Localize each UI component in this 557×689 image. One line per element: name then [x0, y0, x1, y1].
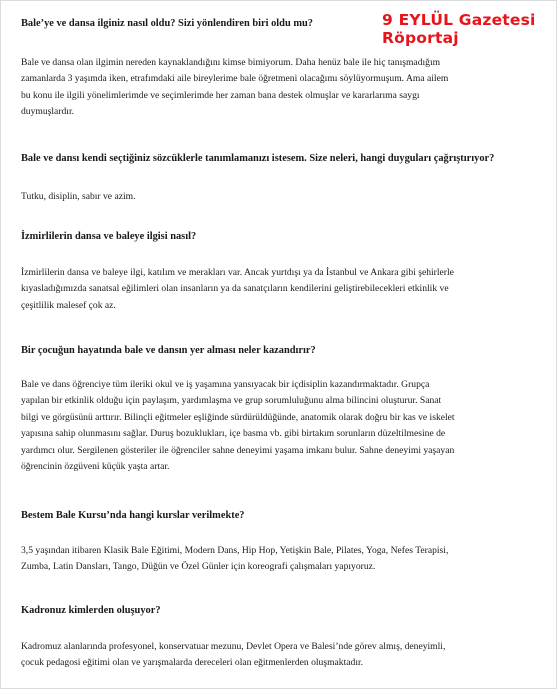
answer-line: 3,5 yaşından itibaren Klasik Bale Eğitimi, Modern Dans, Hip Hop, Yetişkin Bale, Pilates, Yoga, Nefes Terapisi, — [21, 545, 449, 556]
answer-line: Bale ve dans öğrenciye tüm ileriki okul ve iş yaşamına yansıyacak bir içdisiplin kazandırmaktadır. Grupça — [21, 379, 430, 390]
answer-paragraph — [21, 377, 541, 475]
answer-line: çocuk pedagosi eğitimi olan ve yarışmalarda dereceleri olan eğitmenlerden oluşmaktadır. — [21, 657, 364, 669]
newspaper-stamp — [382, 11, 552, 47]
answer-line: bilgi ve görgüsünü arttırır. Bilinçli eğitmeler eşliğinde sürdürüldüğünde, anatomik olarak doğru bir kas ve iskelet — [21, 411, 455, 423]
answer-line: Bale ve dansa olan ilgimin nereden kaynaklandığını kimse bimiyorum. Daha henüz bale ile hiç tanışmadığım — [21, 57, 441, 68]
question-heading: Bestem Bale Kursu’nda hangi kurslar verilmekte? — [21, 510, 245, 521]
answer-paragraph — [21, 55, 541, 121]
answer-line: Tutku, disiplin, sabır ve azim. — [21, 191, 136, 202]
answer-line: kıyasladığımızda sanatsal eğilimleri olan insanların ya da sanatçıların kendilerini geliştirebilecekleri etkinlik ve — [21, 283, 449, 295]
answer-paragraph — [21, 189, 541, 205]
answer-line: bu konu ile ilgili yönelimlerimde ve seçimlerimde her zaman bana destek olmuşlar ve kararlarıma saygı — [21, 89, 420, 101]
question-heading: Bale’ye ve dansa ilginiz nasıl oldu? Sizi yönlendiren biri oldu mu? — [21, 18, 313, 29]
answer-line: Zumba, Latin Dansları, Tango, Düğün ve Özel Günler için koreografi çalışmaları yapıyoruz. — [21, 561, 376, 573]
question-heading: İzmirlilerin dansa ve baleye ilgisi nasıl? — [21, 231, 197, 242]
answer-line: Kadromuz alanlarında profesyonel, konservatuar mezunu, Devlet Opera ve Balesi’nde görev almış, deneyimli, — [21, 641, 446, 652]
answer-line: yapılan bir etkinlik olduğu için paylaşım, yardımlaşma ve grup sorumluluğunu alma bilincini oluşturur. Sanat — [21, 395, 442, 407]
answer-paragraph — [21, 639, 541, 672]
answer-paragraph — [21, 265, 541, 314]
stamp-line-newspaper: 9 EYLÜL Gazetesi — [382, 11, 536, 29]
answer-line: zamanlarda 3 yaşımda iken, etrafımdaki aile bireylerime bale öğretmeni olacağımı söylüyormuşum. Ama ailem — [21, 73, 449, 85]
answer-line: çeşitlilik malesef çok az. — [21, 299, 116, 311]
question-heading: Kadronuz kimlerden oluşuyor? — [21, 605, 161, 616]
answer-paragraph — [21, 543, 541, 576]
answer-line: yardımcı olur. Sergilenen gösteriler ile öğrenciler sahne deneyimi yaşama imkanı bulur. Sahne deneyimi yaşayan — [21, 444, 455, 456]
answer-line: İzmirlilerin dansa ve baleye ilgi, katılım ve merakları var. Ancak yurtdışı ya da İstanbul ve Ankara gibi şehirlerle — [21, 267, 454, 278]
question-heading: Bale ve dansı kendi seçtiğiniz sözcüklerle tanımlamanızı istesem. Size neleri, hangi duyguları çağrıştırıyor? — [21, 153, 495, 164]
answer-line: öğrencinin özgüveni küçük yaşta artar. — [21, 461, 170, 473]
stamp-line-interview: Röportaj — [382, 29, 459, 47]
question-heading: Bir çocuğun hayatında bale ve dansın yer alması neler kazandırır? — [21, 345, 316, 356]
answer-line: yapısına sahip olunmasını sağlar. Duruş bozuklukları, içe basma vb. gibi birtakım sorunların düzeltilmesine de — [21, 428, 446, 440]
answer-line: duymuşlardır. — [21, 106, 75, 118]
